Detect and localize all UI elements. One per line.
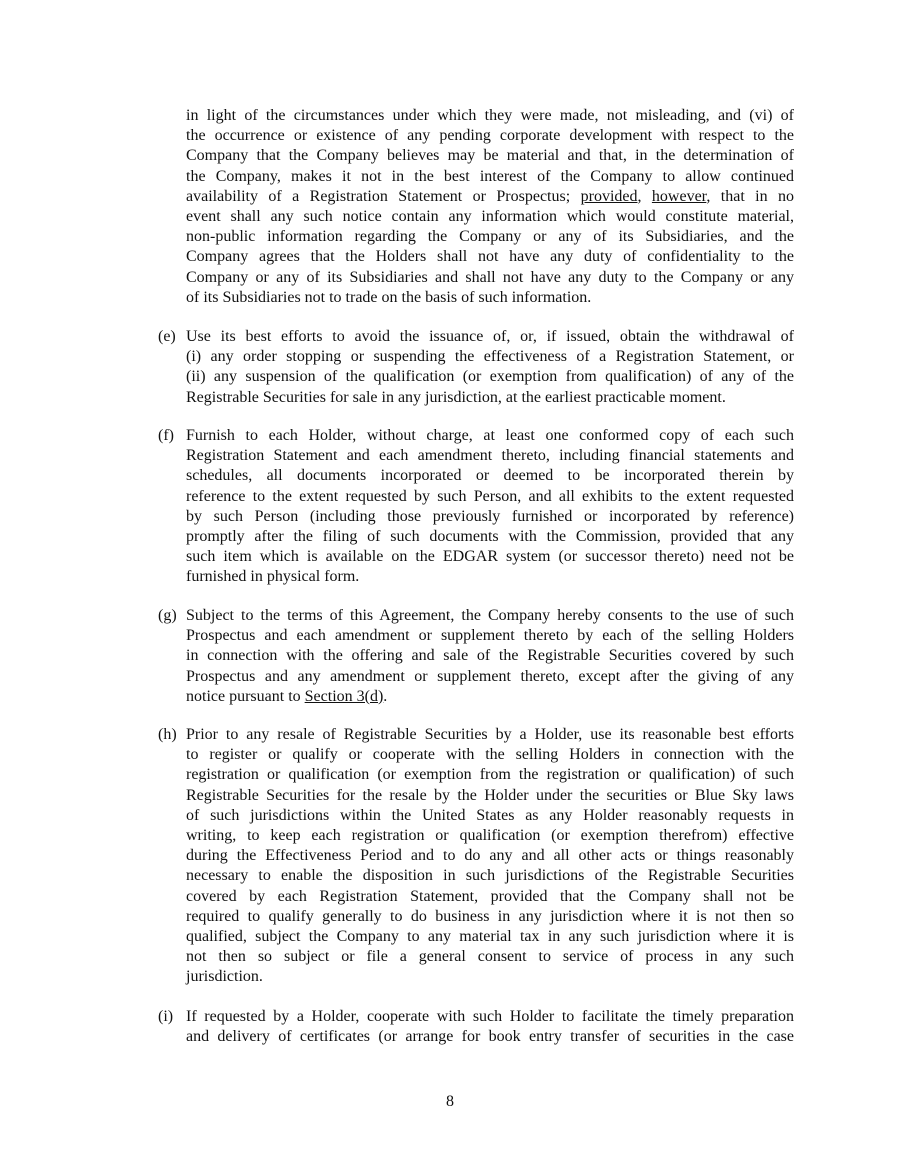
item-g-paragraph	[186, 606, 794, 707]
text-fragment: .	[383, 687, 388, 705]
text-line: event shall any such notice contain any information which would constitute material,	[186, 207, 794, 225]
text-line: reference to the extent requested by such Person, and all exhibits to the extent requested	[186, 487, 794, 505]
text-line: non-public information regarding the Company or any of its Subsidiaries, and the	[186, 228, 794, 246]
text-line: Prior to any resale of Registrable Securities by a Holder, use its reasonable best efforts	[186, 726, 794, 743]
text-line: Use its best efforts to avoid the issuance of, or, if issued, obtain the withdrawal of	[186, 328, 794, 345]
however-term: however	[651, 187, 707, 205]
item-h-marker: (h)	[158, 726, 177, 743]
text-line: Registrable Securities for the resale by the Holder under the securities or Blue Sky laws	[186, 786, 794, 804]
text-line: by such Person (including those previously furnished or incorporated by reference)	[186, 507, 794, 525]
provided-term: provided	[580, 187, 638, 205]
text-line: (ii) any suspension of the qualification (or exemption from qualification) of any of the	[186, 368, 794, 386]
text-line: (i) any order stopping or suspending the effectiveness of a Registration Statement, or	[186, 348, 794, 366]
text-line-mixed	[186, 687, 794, 707]
text-line: Company or any of its Subsidiaries and shall not have any duty to the Company or any	[186, 268, 794, 286]
text-line: Prospectus and any amendment or supplement thereto, except after the giving of any	[186, 667, 794, 685]
text-line: Registration Statement and each amendment thereto, including financial statements and	[186, 447, 794, 465]
text-line-mixed: availability of a Registration Statement or Prospectus; provided, however, that in no	[186, 187, 795, 205]
text-line: jurisdiction.	[186, 968, 263, 986]
text-line: registration or qualification (or exemption from the registration or qualification) of such	[186, 766, 794, 784]
text-line: covered by each Registration Statement, provided that the Company shall not be	[186, 887, 794, 905]
item-f-marker: (f)	[158, 427, 174, 444]
text-line: Company that the Company believes may be material and that, in the determination of	[186, 147, 794, 165]
text-line: If requested by a Holder, cooperate with such Holder to facilitate the timely preparation	[186, 1008, 794, 1025]
text-line: the Company, makes it not in the best interest of the Company to allow continued	[186, 167, 794, 185]
text-line: furnished in physical form.	[186, 568, 360, 586]
text-line: Furnish to each Holder, without charge, at least one conformed copy of each such	[186, 427, 794, 444]
text-line: not then so subject or file a general consent to service of process in any such	[186, 948, 794, 966]
text-fragment: that in no	[720, 187, 795, 205]
text-line: Company agrees that the Holders shall not have any duty of confidentiality to the	[186, 248, 794, 266]
text-line: writing, to keep each registration or qualification (or exemption therefrom) effective	[186, 826, 794, 844]
text-line: of such jurisdictions within the United States as any Holder reasonably requests in	[186, 806, 794, 824]
text-line: in light of the circumstances under which they were made, not misleading, and (vi) of	[186, 107, 794, 124]
text-line: Registrable Securities for sale in any jurisdiction, at the earliest practicable moment.	[186, 388, 726, 406]
item-f-paragraph	[186, 426, 794, 588]
text-line: during the Effectiveness Period and to do any and all other acts or things reasonably	[186, 847, 794, 865]
text-line: Subject to the terms of this Agreement, the Company hereby consents to the use of such	[186, 607, 794, 624]
text-line: and delivery of certificates (or arrange for book entry transfer of securities in the case	[186, 1028, 794, 1046]
item-h-paragraph	[186, 725, 794, 987]
text-line: in connection with the offering and sale of the Registrable Securities covered by such	[186, 647, 794, 665]
section-reference-link: Section 3(d)	[304, 687, 384, 705]
item-e-marker: (e)	[158, 328, 176, 345]
text-fragment: notice pursuant to	[186, 687, 301, 705]
page-number: 8	[446, 1093, 454, 1110]
text-line: qualified, subject the Company to any material tax in any such jurisdiction where it is	[186, 927, 794, 945]
text-line: promptly after the filing of such documents with the Commission, provided that any	[186, 527, 794, 545]
item-i-paragraph	[186, 1007, 794, 1047]
text-line: necessary to enable the disposition in such jurisdictions of the Registrable Securities	[186, 867, 794, 885]
item-i-marker: (i)	[158, 1008, 174, 1025]
text-line: of its Subsidiaries not to trade on the basis of such information.	[186, 288, 592, 306]
text-line: to register or qualify or cooperate with the selling Holders in connection with the	[186, 746, 794, 764]
item-e-paragraph	[186, 327, 794, 408]
continuation-paragraph	[186, 106, 794, 308]
text-line: such item which is available on the EDGAR system (or successor thereto) need not be	[186, 548, 794, 566]
item-g-marker: (g)	[158, 607, 177, 624]
text-line: Prospectus and each amendment or supplement thereto by each of the selling Holders	[186, 627, 794, 645]
text-line: schedules, all documents incorporated or deemed to be incorporated therein by	[186, 467, 794, 485]
text-line: the occurrence or existence of any pending corporate development with respect to the	[186, 127, 794, 145]
text-line: required to qualify generally to do business in any jurisdiction where it is not then so	[186, 907, 794, 925]
text-fragment: availability of a Registration Statement or Prospectus;	[186, 187, 571, 205]
